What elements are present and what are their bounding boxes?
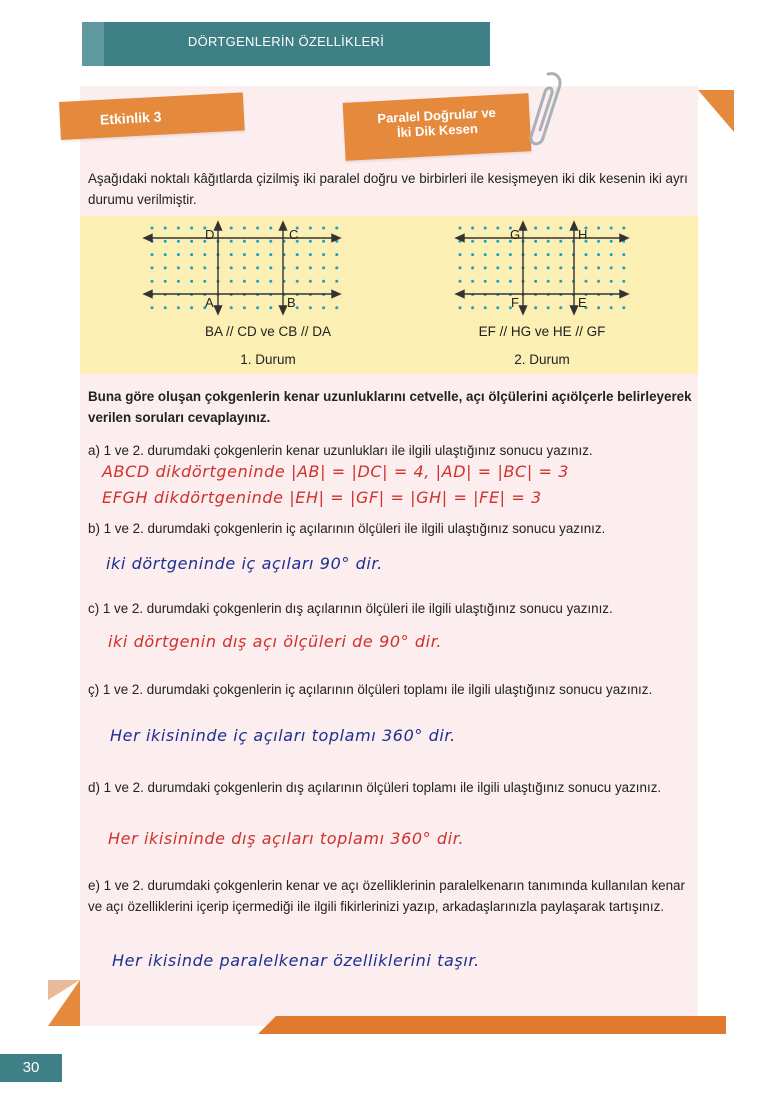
grid-dot — [230, 227, 233, 230]
grid-dot — [484, 227, 487, 230]
grid-dot — [322, 253, 325, 256]
grid-dot — [243, 240, 246, 243]
grid-dot — [496, 227, 499, 230]
grid-dot — [610, 240, 613, 243]
point-label: A — [205, 295, 214, 310]
grid-dot — [597, 280, 600, 283]
arrow-right-ab — [332, 291, 340, 298]
grid-dot — [256, 280, 259, 283]
grid-dot — [559, 306, 562, 309]
grid-dot — [597, 240, 600, 243]
grid-dot — [309, 306, 312, 309]
grid-dot — [190, 227, 193, 230]
arrow-up-gf — [520, 222, 527, 230]
instruction-text: Buna göre oluşan çokgenlerin kenar uzunluklarını cetvelle, açı ölçülerini açıölçerle belirleyerek verilen soruları cevaplayınız. — [88, 389, 692, 425]
grid-dot — [164, 240, 167, 243]
grid-dot — [230, 306, 233, 309]
grid-dot — [471, 227, 474, 230]
grid-dot — [597, 266, 600, 269]
answer-c: iki dörtgenin dış açı ölçüleri de 90° dir. — [108, 632, 443, 651]
grid-dot — [151, 266, 154, 269]
grid-dot — [309, 253, 312, 256]
answer-d: Her ikisininde dış açıları toplamı 360° dir. — [108, 829, 465, 848]
question-c: c) 1 ve 2. durumdaki çokgenlerin dış açılarının ölçüleri ile ilgili ulaştığınız sonucu yazınız. — [88, 601, 613, 616]
grid-dot — [610, 253, 613, 256]
grid-dot — [230, 240, 233, 243]
arrow-down-he — [571, 306, 578, 314]
grid-dot — [509, 253, 512, 256]
grid-dot — [190, 253, 193, 256]
grid-dot — [256, 306, 259, 309]
grid-dot — [559, 253, 562, 256]
grid-dot — [622, 266, 625, 269]
grid-dot — [322, 306, 325, 309]
grid-dot — [164, 253, 167, 256]
grid-dot — [459, 266, 462, 269]
arrow-left-dc — [144, 235, 152, 242]
figure-1-relation: BA // CD ve CB // DA — [204, 324, 332, 339]
grid-dot — [459, 306, 462, 309]
grid-dot — [559, 227, 562, 230]
grid-dot — [322, 280, 325, 283]
arrow-left-ab — [144, 291, 152, 298]
grid-dot — [534, 280, 537, 283]
grid-dot — [243, 266, 246, 269]
grid-dot — [559, 240, 562, 243]
grid-dot — [335, 306, 338, 309]
grid-dot — [322, 266, 325, 269]
grid-dot — [269, 253, 272, 256]
dot-grid-2 — [459, 227, 626, 310]
grid-dot — [230, 280, 233, 283]
answer-b: iki dörtgeninde iç açıları 90° dir. — [106, 554, 383, 573]
grid-dot — [230, 253, 233, 256]
point-label: B — [287, 295, 296, 310]
grid-dot — [335, 280, 338, 283]
grid-dot — [190, 266, 193, 269]
grid-dot — [269, 240, 272, 243]
grid-dot — [177, 306, 180, 309]
grid-dot — [296, 306, 299, 309]
arrow-down-gf — [520, 306, 527, 314]
grid-dot — [534, 306, 537, 309]
grid-dot — [547, 227, 550, 230]
grid-dot — [243, 306, 246, 309]
question-b: b) 1 ve 2. durumdaki çokgenlerin iç açılarının ölçüleri ile ilgili ulaştığınız sonucu yazınız. — [88, 521, 606, 536]
grid-dot — [203, 280, 206, 283]
grid-dot — [151, 280, 154, 283]
grid-dot — [190, 240, 193, 243]
grid-dot — [151, 253, 154, 256]
grid-dot — [243, 227, 246, 230]
grid-dot — [484, 266, 487, 269]
grid-dot — [296, 280, 299, 283]
figure-1-caption: 1. Durum — [240, 352, 296, 367]
grid-dot — [256, 253, 259, 256]
grid-dot — [547, 266, 550, 269]
grid-dot — [496, 306, 499, 309]
grid-dot — [534, 253, 537, 256]
paperclip-icon — [518, 68, 566, 152]
question-cc: ç) 1 ve 2. durumdaki çokgenlerin iç açılarının ölçüleri toplamı ile ilgili ulaştığınız sonucu yazınız. — [88, 682, 653, 697]
point-label: E — [578, 295, 587, 310]
grid-dot — [296, 253, 299, 256]
grid-dot — [471, 240, 474, 243]
grid-dot — [484, 280, 487, 283]
grid-dot — [177, 253, 180, 256]
grid-dot — [559, 280, 562, 283]
grid-dot — [177, 266, 180, 269]
arrow-up-he — [571, 222, 578, 230]
grid-dot — [471, 306, 474, 309]
grid-dot — [256, 227, 259, 230]
bottom-band — [276, 1016, 726, 1034]
grid-dot — [547, 306, 550, 309]
grid-dot — [256, 240, 259, 243]
grid-dot — [597, 227, 600, 230]
grid-dot — [484, 240, 487, 243]
point-label: C — [289, 227, 299, 242]
corner-decoration-top-right — [698, 90, 734, 132]
arrow-up-cb — [280, 222, 287, 230]
grid-dot — [269, 227, 272, 230]
grid-dot — [496, 253, 499, 256]
grid-dot — [335, 253, 338, 256]
page-number: 30 — [0, 1054, 62, 1082]
grid-dot — [177, 240, 180, 243]
arrow-left-fe — [456, 291, 464, 298]
dot-grid-figures — [80, 216, 698, 374]
grid-dot — [597, 253, 600, 256]
point-label: D — [205, 227, 215, 242]
arrow-down-da — [215, 306, 222, 314]
grid-dot — [296, 266, 299, 269]
grid-dot — [622, 227, 625, 230]
answer-cc: Her ikisininde iç açıları toplamı 360° dir. — [110, 726, 456, 745]
grid-dot — [534, 266, 537, 269]
arrow-left-gh — [456, 235, 464, 242]
intro-text: Aşağıdaki noktalı kâğıtlarda çizilmiş iki paralel doğru ve birbirleri ile kesişmeyen iki dik kesenin iki ayrı durumu verilmiştir. — [88, 171, 688, 207]
grid-dot — [496, 266, 499, 269]
grid-dot — [269, 280, 272, 283]
question-e: e) 1 ve 2. durumdaki çokgenlerin kenar ve açı özelliklerinin paralelkenarın tanımında kullanılan kenar ve açı özelliklerini içerip içermediği ile ilgili fikirlerinizi yazıp, arkadaşlarınızla paylaşarak tartışınız. — [88, 878, 685, 914]
grid-dot — [230, 266, 233, 269]
grid-dot — [335, 227, 338, 230]
grid-dot — [509, 266, 512, 269]
grid-dot — [547, 240, 550, 243]
grid-dot — [322, 240, 325, 243]
grid-dot — [190, 306, 193, 309]
answer-a-line-2: EFGH dikdörtgeninde |EH| = |GF| = |GH| = |FE| = 3 — [102, 488, 542, 507]
page-title: DÖRTGENLERİN ÖZELLİKLERİ — [187, 34, 385, 49]
grid-dot — [269, 266, 272, 269]
grid-dot — [309, 280, 312, 283]
point-label: F — [511, 295, 519, 310]
grid-dot — [471, 266, 474, 269]
grid-dot — [484, 253, 487, 256]
grid-dot — [509, 280, 512, 283]
grid-dot — [459, 253, 462, 256]
grid-dot — [190, 280, 193, 283]
grid-dot — [622, 253, 625, 256]
grid-dot — [622, 306, 625, 309]
grid-dot — [177, 280, 180, 283]
grid-dot — [164, 280, 167, 283]
grid-dot — [151, 306, 154, 309]
arrow-right-fe — [620, 291, 628, 298]
grid-dot — [269, 306, 272, 309]
grid-dot — [534, 227, 537, 230]
grid-dot — [597, 306, 600, 309]
point-label: H — [578, 227, 588, 242]
topic-title-line1: Paralel Doğrular ve — [377, 104, 497, 127]
grid-dot — [559, 266, 562, 269]
grid-dot — [309, 266, 312, 269]
grid-dot — [164, 266, 167, 269]
figure-2-caption: 2. Durum — [514, 352, 570, 367]
grid-dot — [256, 266, 259, 269]
grid-dot — [309, 240, 312, 243]
grid-dot — [496, 280, 499, 283]
grid-dot — [335, 266, 338, 269]
grid-dot — [547, 280, 550, 283]
grid-dot — [484, 306, 487, 309]
grid-dot — [164, 306, 167, 309]
arrow-right-gh — [620, 235, 628, 242]
grid-dot — [534, 240, 537, 243]
grid-dot — [610, 266, 613, 269]
answer-a-line-1: ABCD dikdörtgeninde |AB| = |DC| = 4, |AD| = |BC| = 3 — [102, 462, 569, 481]
grid-dot — [203, 266, 206, 269]
grid-dot — [459, 280, 462, 283]
grid-dot — [585, 266, 588, 269]
grid-dot — [164, 227, 167, 230]
topic-title-line2: İki Dik Kesen — [396, 120, 479, 141]
question-a: a) 1 ve 2. durumdaki çokgenlerin kenar uzunlukları ile ilgili ulaştığınız sonucu yazınız. — [88, 443, 593, 458]
activity-label: Etkinlik 3 — [99, 108, 162, 128]
grid-dot — [459, 227, 462, 230]
dot-grid-1 — [151, 227, 339, 310]
grid-dot — [610, 227, 613, 230]
grid-dot — [547, 253, 550, 256]
grid-dot — [471, 280, 474, 283]
arrow-right-dc — [332, 235, 340, 242]
grid-dot — [309, 227, 312, 230]
arrow-down-cb — [280, 306, 287, 314]
grid-dot — [585, 253, 588, 256]
figure-2-relation: EF // HG ve HE // GF — [478, 324, 606, 339]
arrow-up-da — [215, 222, 222, 230]
grid-dot — [471, 253, 474, 256]
grid-dot — [151, 227, 154, 230]
figures-panel — [80, 216, 698, 374]
question-d: d) 1 ve 2. durumdaki çokgenlerin dış açılarının ölçüleri toplamı ile ilgili ulaştığınız sonucu yazınız. — [88, 780, 662, 795]
grid-dot — [243, 280, 246, 283]
grid-dot — [622, 280, 625, 283]
figure-2-lines — [456, 222, 628, 314]
grid-dot — [177, 227, 180, 230]
grid-dot — [243, 253, 246, 256]
grid-dot — [322, 227, 325, 230]
answer-e: Her ikisinde paralelkenar özelliklerini taşır. — [112, 951, 480, 970]
grid-dot — [203, 253, 206, 256]
point-label: G — [510, 227, 521, 242]
grid-dot — [610, 280, 613, 283]
grid-dot — [610, 306, 613, 309]
grid-dot — [496, 240, 499, 243]
grid-dot — [585, 280, 588, 283]
corner-fold-shadow — [48, 980, 80, 1000]
